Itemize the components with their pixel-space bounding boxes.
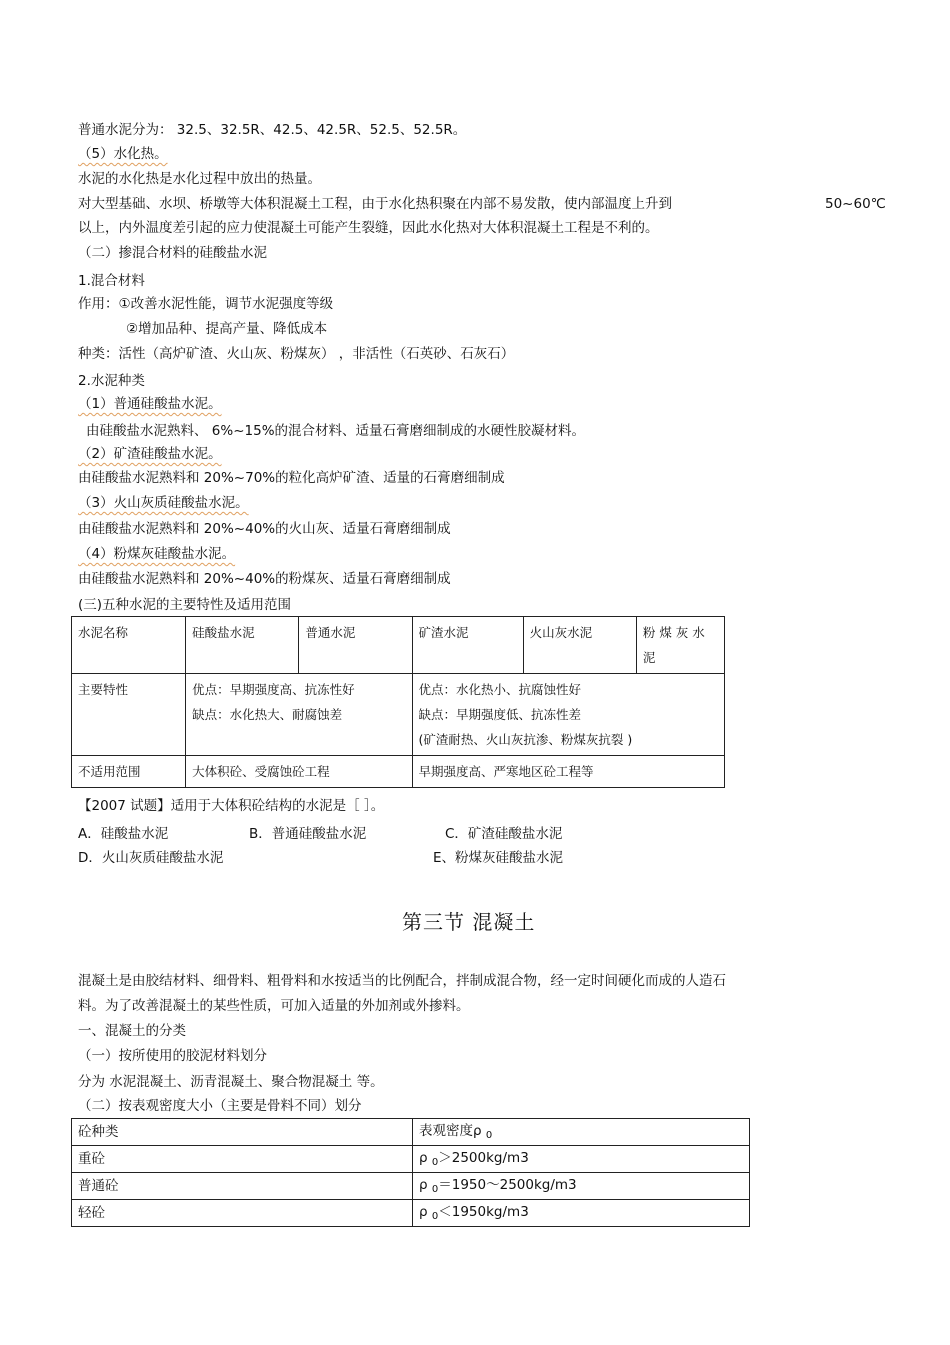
option-b: B．普通硅酸盐水泥 xyxy=(249,826,367,842)
portland-disadvantages: 缺点：水化热大、耐腐蚀差 xyxy=(192,707,343,722)
concrete-definition-2: 料。为了改善混凝土的某些性质，可加入适量的外加剂或外掺料。 xyxy=(78,998,470,1014)
density-row-name: 重砼 xyxy=(72,1146,413,1173)
table-header-pozzolana: 火山灰水泥 xyxy=(523,617,636,674)
rho-subscript: 0 xyxy=(431,1157,439,1168)
cement-properties-table xyxy=(71,616,725,788)
density-header-subscript: 0 xyxy=(485,1130,493,1141)
density-value: ＜1950kg/m3 xyxy=(438,1204,529,1220)
heading-ordinary-portland: （1）普通硅酸盐水泥。 xyxy=(78,396,222,412)
table-cell-portland-properties xyxy=(186,674,412,756)
density-row-name: 轻砼 xyxy=(72,1200,413,1227)
density-row-value xyxy=(413,1173,750,1200)
table-row-label-properties: 主要特性 xyxy=(72,674,186,756)
hydration-heat-paragraph-1: 对大型基础、水坝、桥墩等大体积混凝土工程，由于水化热积聚在内部不易发散，使内部温度上升到 xyxy=(78,196,672,212)
heading-mixing-materials: 1.混合材料 xyxy=(78,273,145,289)
blended-disadvantages: 缺点：早期强度低、抗冻性差 xyxy=(418,707,582,722)
option-d: D．火山灰质硅酸盐水泥 xyxy=(78,850,224,866)
mixing-types: 种类：活性（高炉矿渣、火山灰、粉煤灰） ，非活性（石英砂、石灰石） xyxy=(78,346,515,362)
table-header-name: 水泥名称 xyxy=(72,617,186,674)
pozzolana-cement-desc: 由硅酸盐水泥熟料和 20%~40%的火山灰、适量石膏磨细制成 xyxy=(78,521,451,537)
rho-symbol: ρ xyxy=(419,1150,428,1166)
section-title: 第三节 混凝土 xyxy=(402,910,536,934)
density-value: ＝1950～2500kg/m3 xyxy=(438,1177,577,1193)
option-c: C．矿渣硅酸盐水泥 xyxy=(445,826,563,842)
option-a: A．硅酸盐水泥 xyxy=(78,826,169,842)
heading-by-density: （二）按表观密度大小（主要是骨料不同）划分 xyxy=(78,1098,362,1114)
ordinary-portland-desc: 由硅酸盐水泥熟料、 6%~15%的混合材料、适量石膏磨细制成的水硬性胶凝材料。 xyxy=(86,423,586,439)
density-row-value xyxy=(413,1200,750,1227)
table-row xyxy=(72,1146,750,1173)
heading-pozzolana-cement: （3）火山灰质硅酸盐水泥。 xyxy=(78,495,249,511)
concrete-definition-1: 混凝土是由胶结材料、细骨料、粗骨料和水按适当的比例配合，拌制成混合物，经一定时间硬化而成的人造石 xyxy=(78,973,726,989)
rho-symbol: ρ xyxy=(419,1177,428,1193)
option-e: E、粉煤灰硅酸盐水泥 xyxy=(433,850,564,866)
blended-advantages: 优点：水化热小、抗腐蚀性好 xyxy=(418,682,582,697)
density-header-label: 表观密度ρ xyxy=(419,1123,482,1139)
concrete-density-table xyxy=(71,1118,750,1227)
hydration-heat-paragraph-2: 以上，内外温度差引起的应力使混凝土可能产生裂缝，因此水化热对大体积混凝土工程是不利的。 xyxy=(78,220,659,236)
density-row-value xyxy=(413,1146,750,1173)
binder-classification: 分为 水泥混凝土、沥青混凝土、聚合物混凝土 等。 xyxy=(78,1074,384,1090)
rho-symbol: ρ xyxy=(419,1204,428,1220)
table-row xyxy=(72,1173,750,1200)
hydration-heat-temperature: 50~60℃ xyxy=(825,196,886,212)
table-header-ordinary: 普通水泥 xyxy=(299,617,412,674)
mixing-use-2: ②增加品种、提高产量、降低成本 xyxy=(126,321,328,337)
cement-grades-line: 普通水泥分为： 32.5、32.5R、42.5、42.5R、52.5、52.5R。 xyxy=(78,122,467,138)
table-header-flyash: 粉 煤 灰 水 泥 xyxy=(636,617,724,674)
heading-slag-cement: （2）矿渣硅酸盐水泥。 xyxy=(78,446,222,462)
table-header-slag: 矿渣水泥 xyxy=(412,617,523,674)
density-row-name: 普通砼 xyxy=(72,1173,413,1200)
table-header-portland: 硅酸盐水泥 xyxy=(186,617,299,674)
density-value: ＞2500kg/m3 xyxy=(438,1150,529,1166)
section-five-cements: (三)五种水泥的主要特性及适用范围 xyxy=(78,597,292,613)
heading-flyash-cement: （4）粉煤灰硅酸盐水泥。 xyxy=(78,546,236,562)
table-cell-blended-unsuitable: 早期强度高、严寒地区砼工程等 xyxy=(412,756,724,788)
rho-subscript: 0 xyxy=(431,1184,439,1195)
table-row xyxy=(72,1200,750,1227)
table-cell-blended-properties xyxy=(412,674,724,756)
heading-cement-types: 2.水泥种类 xyxy=(78,373,145,389)
flyash-cement-desc: 由硅酸盐水泥熟料和 20%~40%的粉煤灰、适量石膏磨细制成 xyxy=(78,571,451,587)
table-cell-portland-unsuitable: 大体积砼、受腐蚀砼工程 xyxy=(186,756,412,788)
rho-subscript: 0 xyxy=(431,1211,439,1222)
heading-hydration-heat: （5）水化热。 xyxy=(78,146,168,162)
mixing-use-1: 作用：①改善水泥性能，调节水泥强度等级 xyxy=(78,296,334,312)
blended-notes: (矿渣耐热、火山灰抗渗、粉煤灰抗裂 ) xyxy=(418,732,633,747)
heading-concrete-classification: 一、混凝土的分类 xyxy=(78,1023,186,1039)
density-table-header-type: 砼种类 xyxy=(72,1119,413,1146)
density-table-header-density xyxy=(413,1119,750,1146)
exam-question-stem: 【2007 试题】适用于大体积砼结构的水泥是［ ］。 xyxy=(78,798,385,814)
portland-advantages: 优点：早期强度高、抗冻性好 xyxy=(192,682,355,697)
hydration-heat-definition: 水泥的水化热是水化过程中放出的热量。 xyxy=(78,171,321,187)
slag-cement-desc: 由硅酸盐水泥熟料和 20%~70%的粒化高炉矿渣、适量的石膏磨细制成 xyxy=(78,470,505,486)
section-blended-cement: （二）掺混合材料的硅酸盐水泥 xyxy=(78,245,267,261)
table-row-label-unsuitable: 不适用范围 xyxy=(72,756,186,788)
heading-by-binder: （一）按所使用的胶泥材料划分 xyxy=(78,1048,267,1064)
